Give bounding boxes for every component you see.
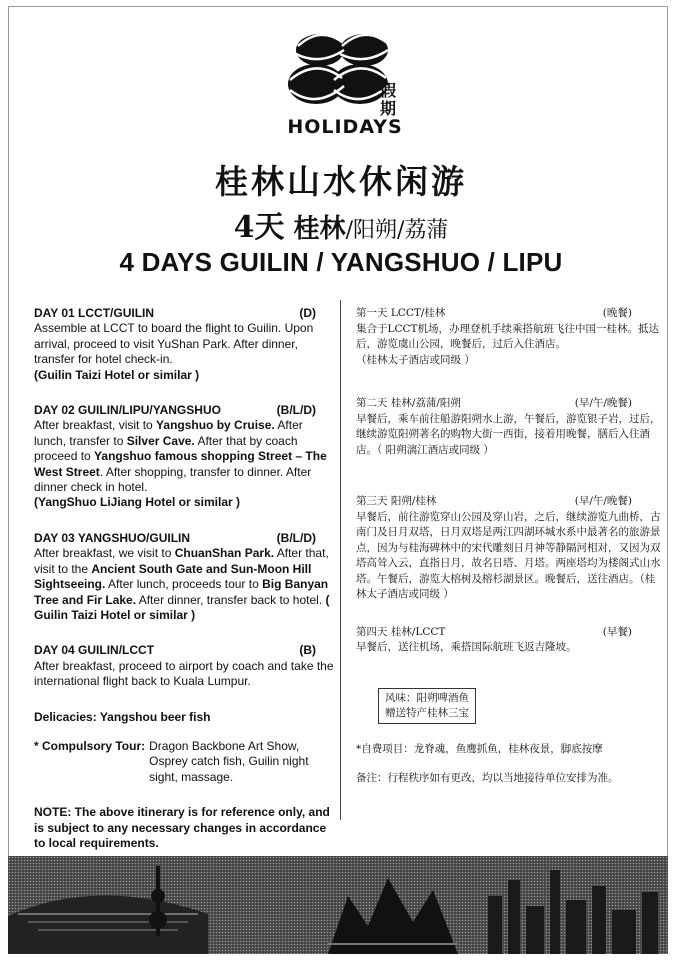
box-line: 赠送特产桂林三宝 [385, 706, 469, 719]
day-3-en [34, 531, 334, 623]
subtitle-rest: /阳朔/荔蒲 [345, 218, 449, 243]
subtitle-city: 桂林 [293, 214, 346, 244]
day-body: After breakfast, proceed to airport by coach and take the international flight back to Kuala Lumpur. [34, 658, 334, 689]
day-meals: (B) [299, 643, 316, 658]
day-body [34, 546, 334, 623]
itinerary-en [34, 306, 334, 851]
day-meals: (B/L/D) [276, 530, 316, 545]
logo-cn-text: 假期 [380, 81, 397, 118]
highlight: Yangshuo by Cruise. [156, 418, 275, 433]
guilin-photos-image [8, 856, 668, 954]
text: After that by coach proceed to [34, 433, 298, 464]
text: After lunch, transfer to [34, 418, 303, 448]
day-heading: 第二天 桂林/荔蒲/阳朔 [356, 397, 461, 409]
day-body: Assemble at LCCT to board the flight to Guilin. Upon arrival, proceed to visit YuShan Park. After dinner, transfer for hotel check-in. [34, 321, 314, 367]
day-hotel: (YangShuo LiJiang Hotel or similar ) [34, 495, 241, 510]
highlight: Ancient South Gate and Sun-Moon Hill Sightseeing. [34, 561, 312, 592]
day-3-cn [356, 494, 662, 603]
photo-strip [8, 856, 668, 954]
day-hotel: (Guilin Taizi Hotel or similar ) [34, 367, 200, 382]
holidays-logo [268, 20, 418, 138]
day-hotel: （桂林太子酒店或同级 ） [356, 353, 475, 366]
highlight: ChuanShan Park. [174, 546, 275, 561]
text: . After shopping, transfer to dinner. After dinner check in hotel. [34, 464, 312, 495]
day-1-en [34, 306, 334, 383]
day-heading: DAY 04 GUILIN/LCCT [34, 643, 155, 658]
day-4-cn [356, 625, 662, 656]
compulsory-text: Dragon Backbone Art Show, Osprey catch fish, Guilin night sight, massage. [149, 738, 309, 784]
subtitle-days: 4天 [233, 210, 285, 245]
day-heading: 第四天 桂林/LCCT [356, 625, 446, 638]
day-body: 早餐后，送往机场，乘搭国际航班飞返吉隆坡。 [356, 641, 577, 653]
box-line: 风味：阳朔啤酒鱼 [385, 691, 469, 704]
day-meals: (晚餐) [602, 307, 632, 319]
specialty-box [378, 688, 476, 724]
day-meals: (B/L/D) [276, 403, 316, 418]
text: After lunch, proceeds tour to [105, 577, 263, 592]
text: After breakfast, we visit to [34, 546, 175, 561]
note-cn: 备注：行程秩序如有更改，均以当地接待单位安排为准。 [356, 772, 619, 784]
itinerary-note: NOTE: The above itinerary is for reference only, and is subject to any necessary changes in accordance to local requirements. [34, 805, 330, 850]
day-2-en [34, 403, 334, 511]
highlight: Silver Cave. [126, 433, 195, 448]
text: After that, visit to the [34, 546, 329, 576]
page-title-cn: 桂林山水休闲游 [215, 162, 467, 201]
compulsory-label: * Compulsory Tour: [34, 738, 146, 753]
day-heading: 第一天 LCCT/桂林 [356, 307, 446, 319]
text: After dinner, transfer back to hotel. [136, 592, 326, 607]
day-meals: (早餐) [602, 625, 632, 638]
day-2-cn [356, 396, 662, 458]
day-heading: 第三天 阳朔/桂林 [356, 495, 437, 507]
day-heading: DAY 03 YANGSHUO/GUILIN [34, 530, 191, 545]
day-meals: (早/午/晚餐) [574, 397, 632, 409]
column-divider [340, 300, 341, 820]
day-body: 早餐后，前往游览穿山公园及穿山岩，之后，继续游览九曲桥，古南门及日月双塔，日月双塔是两江四湖环城水系中最著名的旅游景点，因为与桂海碑林中的宋代雕刻日月神等静隔河相对，又因为双塔高耸入云，直指日月，故名日塔、月塔。两座塔均为楼阁式山水塔。午餐后，游览大榕树及榕杉湖景区。晚餐后，送往酒店。（桂林太子酒店或同级 ） [356, 510, 661, 600]
day-hotel: ( Guilin Taizi Hotel or similar ) [34, 592, 330, 622]
compulsory-tour [34, 739, 334, 785]
logo-en-text: HOLIDAYS [287, 116, 403, 138]
page-title-en: 4 DAYS GUILIN / YANGSHUO / LIPU [119, 247, 563, 277]
day-1-cn [356, 306, 662, 368]
day-body: 集合于LCCT机场，办理登机手续乘搭航班飞往中国一桂林。抵达后，游览虞山公园，晚餐后，过后入住酒店。 [356, 322, 660, 350]
delicacies: Delicacies: Yangshou beer fish [34, 709, 211, 724]
subtitle-cn [0, 202, 682, 246]
itinerary-cn [356, 306, 662, 787]
self-pay-cn: *自费项目：龙脊魂，鱼鹰抓鱼，桂林夜景，脚底按摩 [356, 742, 603, 755]
day-heading: DAY 02 GUILIN/LIPU/YANGSHUO [34, 403, 221, 418]
day-meals: (D) [299, 306, 316, 320]
highlight: Big Banyan Tree and Fir Lake. [34, 577, 329, 607]
highlight: Yangshuo famous shopping Street – The West Street [34, 449, 327, 479]
day-body [34, 418, 334, 495]
day-meals: (早/午/晚餐) [574, 495, 632, 507]
day-body: 早餐后，乘车前往船游阳朔水上游，午餐后，游览银子岩，过后，继续游览阳朔著名的购物大街一西街，接着用晚餐，膳后入住酒店。（ 阳朔漓江酒店或同级 ） [356, 412, 661, 456]
day-4-en [34, 643, 334, 689]
day-heading: DAY 01 LCCT/GUILIN [34, 306, 155, 320]
text: After breakfast, visit to [34, 418, 157, 433]
